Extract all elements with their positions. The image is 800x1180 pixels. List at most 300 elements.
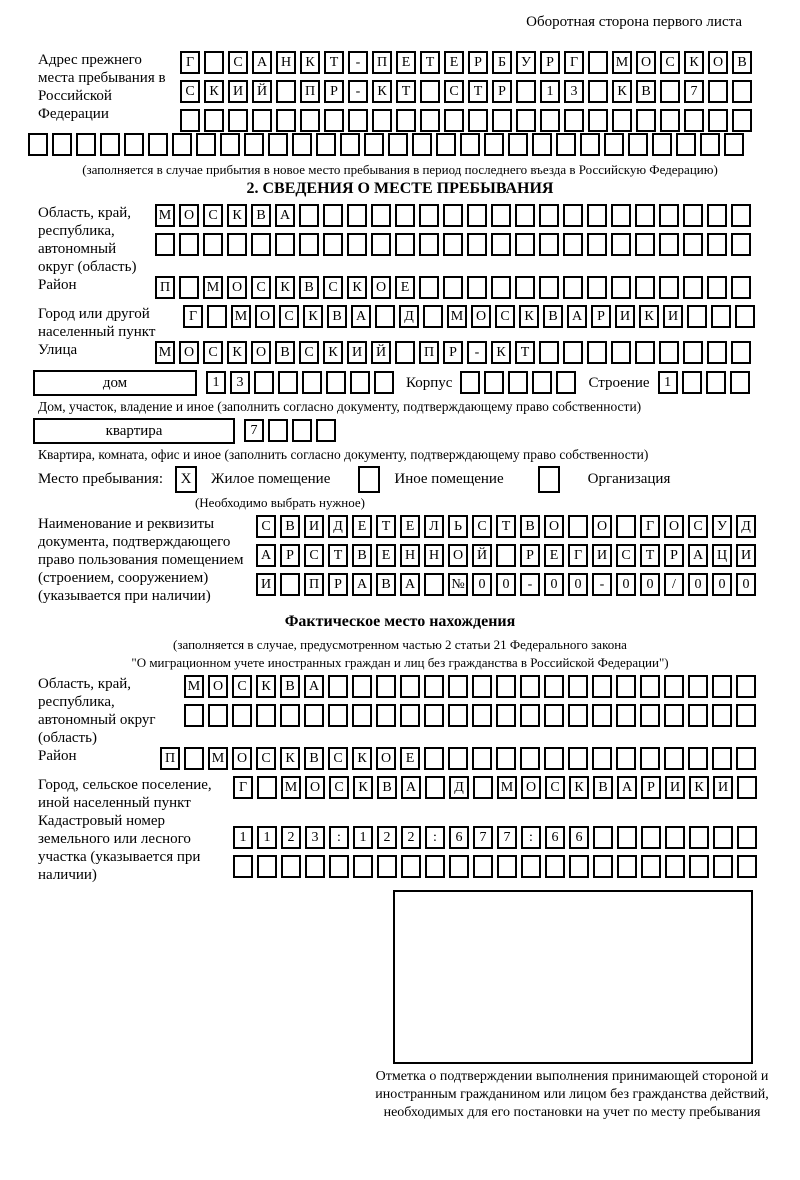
char-cell: Р xyxy=(664,544,684,567)
char-cell xyxy=(659,276,679,299)
char-grid-row xyxy=(256,544,800,568)
char-cell: О xyxy=(208,675,228,698)
char-cell: К xyxy=(519,305,539,328)
char-cell xyxy=(660,109,680,132)
char-cell xyxy=(299,233,319,256)
char-cell xyxy=(724,133,744,156)
char-cell xyxy=(684,109,704,132)
char-cell xyxy=(520,704,540,727)
char-cell: 6 xyxy=(569,826,589,849)
char-cell xyxy=(299,204,319,227)
char-cell: 0 xyxy=(640,573,660,596)
char-cell: К xyxy=(372,80,392,103)
char-cell xyxy=(275,233,295,256)
char-cell: : xyxy=(521,826,541,849)
char-cell xyxy=(443,204,463,227)
char-cell xyxy=(276,109,296,132)
char-cell xyxy=(375,305,395,328)
char-cell xyxy=(491,204,511,227)
char-cell xyxy=(300,109,320,132)
char-cell xyxy=(544,747,564,770)
char-grid-row xyxy=(184,675,800,699)
char-cell xyxy=(396,109,416,132)
char-cell xyxy=(611,276,631,299)
char-cell xyxy=(232,704,252,727)
char-cell: 2 xyxy=(401,826,421,849)
char-cell xyxy=(676,133,696,156)
actual-location-note-2: "О миграционном учете иностранных граждан и лиц без гражданства в Российской Федерации") xyxy=(131,655,669,670)
char-cell xyxy=(730,371,750,394)
char-cell: Е xyxy=(376,544,396,567)
char-cell xyxy=(587,204,607,227)
char-cell: О xyxy=(371,276,391,299)
char-cell xyxy=(712,675,732,698)
char-cell: О xyxy=(664,515,684,538)
char-cell xyxy=(419,233,439,256)
char-cell xyxy=(491,276,511,299)
char-cell: М xyxy=(208,747,228,770)
char-cell: В xyxy=(280,675,300,698)
char-cell: / xyxy=(664,573,684,596)
char-cell xyxy=(268,419,288,442)
char-cell: Г xyxy=(180,51,200,74)
char-cell: 1 xyxy=(353,826,373,849)
char-cell: 6 xyxy=(449,826,469,849)
char-cell xyxy=(180,109,200,132)
char-cell xyxy=(587,233,607,256)
char-cell xyxy=(423,305,443,328)
char-cell xyxy=(587,276,607,299)
char-cell xyxy=(472,747,492,770)
char-cell xyxy=(707,233,727,256)
char-cell xyxy=(278,371,298,394)
char-cell xyxy=(124,133,144,156)
actual-city-field xyxy=(38,776,800,812)
char-cell: Ц xyxy=(712,544,732,567)
char-grid-row xyxy=(233,826,800,850)
char-cell: Е xyxy=(352,515,372,538)
char-cell: К xyxy=(639,305,659,328)
char-cell: К xyxy=(275,276,295,299)
char-cell xyxy=(352,704,372,727)
char-cell xyxy=(419,204,439,227)
char-cell: Е xyxy=(395,276,415,299)
char-cell: С xyxy=(180,80,200,103)
char-cell: О xyxy=(179,204,199,227)
korpus-cells xyxy=(460,371,580,395)
char-cell: А xyxy=(400,573,420,596)
char-cell xyxy=(207,305,227,328)
char-cell: 1 xyxy=(206,371,226,394)
char-cell xyxy=(568,515,588,538)
stamp-caption: Отметка о подтверждении выполнения принимающей стороной и иностранным гражданином или лицом без гражданства действий, необходимых для его постановки на учет по месту пребывания xyxy=(375,1069,769,1120)
char-cell: В xyxy=(304,747,324,770)
prev-address-note: (заполняется в случае прибытия в новое место пребывания в период последнего въезда в Российскую Федерацию) xyxy=(82,162,718,177)
char-cell xyxy=(616,704,636,727)
char-cell: Т xyxy=(640,544,660,567)
char-cell: В xyxy=(280,515,300,538)
street-label: Улица xyxy=(38,342,78,358)
char-cell xyxy=(184,747,204,770)
char-cell: Г xyxy=(568,544,588,567)
char-cell xyxy=(640,747,660,770)
char-cell xyxy=(612,109,632,132)
char-cell: К xyxy=(323,341,343,364)
char-cell xyxy=(467,233,487,256)
char-cell xyxy=(496,704,516,727)
actual-district-label: Район xyxy=(38,748,77,764)
stroenie-label: Строение xyxy=(588,374,650,391)
char-cell: О xyxy=(448,544,468,567)
char-cell: К xyxy=(353,776,373,799)
char-cell xyxy=(706,371,726,394)
char-cell: М xyxy=(497,776,517,799)
char-cell: Т xyxy=(324,51,344,74)
char-cell: 1 xyxy=(257,826,277,849)
stay-type-row xyxy=(38,466,800,493)
char-cell: О xyxy=(255,305,275,328)
prev-address-extra-row xyxy=(28,133,800,157)
char-cell xyxy=(328,704,348,727)
char-grid-row xyxy=(155,204,800,228)
char-cell xyxy=(395,233,415,256)
char-cell xyxy=(713,855,733,878)
char-cell: П xyxy=(155,276,175,299)
char-cell xyxy=(659,233,679,256)
house-number-cells xyxy=(206,371,398,395)
char-cell: Р xyxy=(641,776,661,799)
char-cell: 0 xyxy=(568,573,588,596)
char-cell: К xyxy=(684,51,704,74)
char-cell: 7 xyxy=(684,80,704,103)
char-cell xyxy=(304,704,324,727)
char-cell xyxy=(593,826,613,849)
checkbox-residential xyxy=(175,466,197,493)
char-cell xyxy=(179,233,199,256)
stay-type-label: Место пребывания: xyxy=(38,471,163,487)
apartment-type-box: квартира xyxy=(33,418,235,444)
char-cell: Т xyxy=(468,80,488,103)
char-cell: 3 xyxy=(564,80,584,103)
option-other-premises-label: Иное помещение xyxy=(394,471,504,487)
char-cell xyxy=(496,675,516,698)
char-cell xyxy=(713,826,733,849)
char-cell xyxy=(376,675,396,698)
char-cell xyxy=(659,341,679,364)
char-cell: С xyxy=(304,544,324,567)
char-cell xyxy=(736,704,756,727)
char-cell xyxy=(448,704,468,727)
char-cell xyxy=(148,133,168,156)
char-cell xyxy=(564,109,584,132)
char-cell: Т xyxy=(420,51,440,74)
char-cell: Н xyxy=(400,544,420,567)
char-cell: М xyxy=(447,305,467,328)
char-cell xyxy=(419,276,439,299)
char-cell xyxy=(641,826,661,849)
char-cell: С xyxy=(279,305,299,328)
char-cell xyxy=(616,515,636,538)
char-cell xyxy=(252,109,272,132)
char-cell: О xyxy=(227,276,247,299)
char-cell: М xyxy=(203,276,223,299)
char-cell: С xyxy=(203,204,223,227)
char-cell xyxy=(400,675,420,698)
char-cell xyxy=(280,573,300,596)
char-cell xyxy=(172,133,192,156)
stay-type-note: (Необходимо выбрать нужное) xyxy=(194,495,366,510)
char-cell xyxy=(347,204,367,227)
char-cell: О xyxy=(544,515,564,538)
char-cell xyxy=(208,704,228,727)
char-cell: К xyxy=(569,776,589,799)
char-cell xyxy=(412,133,432,156)
char-cell: Р xyxy=(520,544,540,567)
korpus-label: Корпус xyxy=(406,374,453,391)
char-cell xyxy=(256,704,276,727)
page-header: Оборотная сторона первого листа xyxy=(526,14,742,30)
char-cell xyxy=(371,233,391,256)
char-cell: - xyxy=(467,341,487,364)
city-field xyxy=(38,305,800,341)
char-cell xyxy=(400,704,420,727)
char-cell xyxy=(473,855,493,878)
char-cell xyxy=(347,233,367,256)
apartment-caption: Квартира, комната, офис и иное (заполнить согласно документу, подтверждающему право собственности) xyxy=(38,447,649,462)
actual-region-label: Область, край, республика, автономный округ (область) xyxy=(38,676,156,746)
char-grid-row xyxy=(256,515,800,539)
char-cell xyxy=(636,109,656,132)
char-cell: С xyxy=(688,515,708,538)
char-cell: О xyxy=(251,341,271,364)
char-cell xyxy=(388,133,408,156)
char-cell: С xyxy=(256,515,276,538)
char-cell: Г xyxy=(564,51,584,74)
apartment-number-cells xyxy=(244,419,340,443)
char-cell: : xyxy=(329,826,349,849)
char-cell xyxy=(233,855,253,878)
char-cell xyxy=(540,109,560,132)
char-cell: Р xyxy=(492,80,512,103)
char-cell xyxy=(532,371,552,394)
char-cell xyxy=(76,133,96,156)
char-cell xyxy=(467,276,487,299)
char-cell: Е xyxy=(544,544,564,567)
char-cell: С xyxy=(545,776,565,799)
char-cell: 1 xyxy=(233,826,253,849)
char-cell xyxy=(617,855,637,878)
char-cell xyxy=(707,341,727,364)
char-cell xyxy=(401,855,421,878)
char-cell xyxy=(425,855,445,878)
char-cell xyxy=(443,276,463,299)
char-grid-row xyxy=(160,747,800,771)
char-cell: К xyxy=(204,80,224,103)
char-cell xyxy=(449,855,469,878)
char-cell xyxy=(532,133,552,156)
char-cell xyxy=(496,544,516,567)
char-cell xyxy=(203,233,223,256)
char-cell xyxy=(731,341,751,364)
char-cell: В xyxy=(376,573,396,596)
char-cell: В xyxy=(327,305,347,328)
char-cell: О xyxy=(232,747,252,770)
char-cell xyxy=(358,466,380,493)
char-cell xyxy=(352,675,372,698)
region-label: Область, край, республика, автономный округ (область) xyxy=(38,205,137,275)
actual-city-label: Город, сельское поселение, иной населенный пункт xyxy=(38,777,212,811)
char-cell xyxy=(328,675,348,698)
char-cell: - xyxy=(520,573,540,596)
checkbox-other-premises xyxy=(358,466,380,493)
char-cell: О xyxy=(305,776,325,799)
char-cell xyxy=(292,419,312,442)
char-cell xyxy=(374,371,394,394)
char-cell xyxy=(635,341,655,364)
char-cell xyxy=(563,233,583,256)
char-cell xyxy=(496,747,516,770)
char-cell xyxy=(683,341,703,364)
char-grid-row xyxy=(180,109,800,133)
district-field xyxy=(38,276,800,305)
char-cell: В xyxy=(732,51,752,74)
char-cell: О xyxy=(521,776,541,799)
char-cell xyxy=(593,855,613,878)
char-cell xyxy=(735,305,755,328)
char-cell: М xyxy=(281,776,301,799)
char-cell xyxy=(664,747,684,770)
char-cell xyxy=(592,704,612,727)
char-cell xyxy=(179,276,199,299)
char-cell xyxy=(688,675,708,698)
char-cell xyxy=(708,109,728,132)
char-cell xyxy=(497,855,517,878)
char-cell: С xyxy=(228,51,248,74)
char-cell: С xyxy=(616,544,636,567)
char-cell: В xyxy=(636,80,656,103)
char-cell xyxy=(244,133,264,156)
char-grid-row xyxy=(184,704,800,728)
char-cell xyxy=(424,704,444,727)
cadastral-field xyxy=(38,812,800,884)
char-cell xyxy=(436,133,456,156)
char-grid-row xyxy=(180,80,800,104)
char-cell xyxy=(516,109,536,132)
char-cell: № xyxy=(448,573,468,596)
char-cell: И xyxy=(663,305,683,328)
char-cell xyxy=(100,133,120,156)
char-cell xyxy=(204,51,224,74)
char-cell xyxy=(628,133,648,156)
char-cell: Г xyxy=(233,776,253,799)
char-cell xyxy=(736,747,756,770)
char-cell xyxy=(520,675,540,698)
char-cell xyxy=(350,371,370,394)
char-cell: Т xyxy=(396,80,416,103)
char-cell: И xyxy=(736,544,756,567)
char-cell: М xyxy=(612,51,632,74)
char-cell: В xyxy=(275,341,295,364)
char-cell xyxy=(641,855,661,878)
char-cell: С xyxy=(323,276,343,299)
char-cell: О xyxy=(471,305,491,328)
char-cell: У xyxy=(712,515,732,538)
char-cell xyxy=(448,747,468,770)
char-cell xyxy=(329,855,349,878)
char-cell xyxy=(588,109,608,132)
char-cell: В xyxy=(377,776,397,799)
char-cell: Д xyxy=(736,515,756,538)
street-field xyxy=(38,341,800,370)
prev-address-grid xyxy=(180,51,800,133)
char-cell: Р xyxy=(280,544,300,567)
char-cell: И xyxy=(347,341,367,364)
char-cell: Й xyxy=(371,341,391,364)
char-cell: 0 xyxy=(544,573,564,596)
char-cell xyxy=(424,675,444,698)
char-cell: Г xyxy=(183,305,203,328)
char-cell: И xyxy=(228,80,248,103)
char-cell: П xyxy=(300,80,320,103)
char-cell xyxy=(683,204,703,227)
char-cell xyxy=(323,233,343,256)
char-cell: Е xyxy=(396,51,416,74)
region-grid xyxy=(155,204,800,276)
char-cell: К xyxy=(689,776,709,799)
char-cell xyxy=(616,747,636,770)
char-cell xyxy=(377,855,397,878)
char-cell: - xyxy=(348,80,368,103)
char-cell xyxy=(707,276,727,299)
char-cell: Л xyxy=(424,515,444,538)
char-grid-row xyxy=(233,776,800,800)
char-cell xyxy=(604,133,624,156)
char-cell: В xyxy=(299,276,319,299)
char-cell: - xyxy=(348,51,368,74)
char-cell: Н xyxy=(276,51,296,74)
char-cell: У xyxy=(516,51,536,74)
char-cell: И xyxy=(256,573,276,596)
char-cell xyxy=(568,675,588,698)
char-cell: В xyxy=(593,776,613,799)
char-cell xyxy=(492,109,512,132)
actual-location-note-1: (заполняется в случае, предусмотренном частью 2 статьи 21 Федерального закона xyxy=(173,637,627,652)
char-cell: К xyxy=(303,305,323,328)
char-cell: К xyxy=(300,51,320,74)
char-cell xyxy=(659,204,679,227)
char-cell xyxy=(689,855,709,878)
char-cell: К xyxy=(352,747,372,770)
char-cell xyxy=(688,704,708,727)
char-cell: С xyxy=(444,80,464,103)
char-cell: А xyxy=(688,544,708,567)
char-cell xyxy=(520,747,540,770)
char-cell xyxy=(251,233,271,256)
char-cell: 1 xyxy=(540,80,560,103)
char-cell: С xyxy=(232,675,252,698)
char-cell: X xyxy=(175,466,197,493)
char-cell xyxy=(544,675,564,698)
char-cell xyxy=(484,371,504,394)
checkbox-organization xyxy=(538,466,560,493)
char-cell: М xyxy=(155,341,175,364)
char-cell xyxy=(732,80,752,103)
char-grid-row xyxy=(180,51,800,75)
char-cell: Т xyxy=(376,515,396,538)
char-cell: К xyxy=(491,341,511,364)
char-cell: Р xyxy=(468,51,488,74)
char-cell xyxy=(204,109,224,132)
